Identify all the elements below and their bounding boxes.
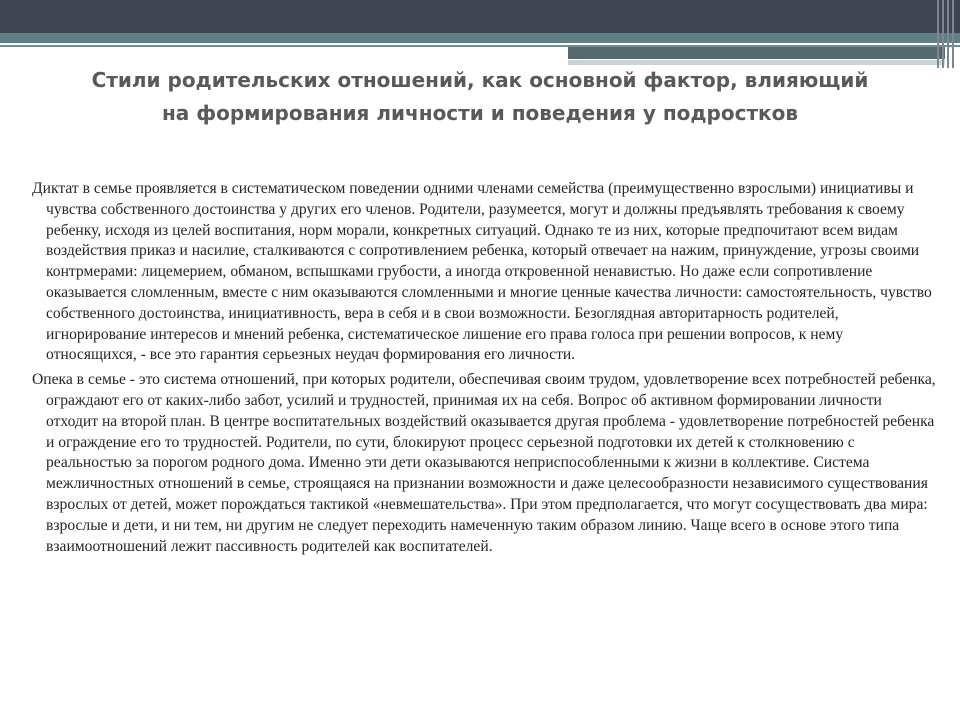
corner-stripe — [937, 0, 939, 68]
header-band-teal — [0, 33, 960, 43]
corner-stripe — [952, 0, 954, 68]
header-accent-bar — [568, 47, 945, 59]
header-band-dark — [0, 0, 960, 33]
paragraph-diktat: Диктат в семье проявляется в систематическом поведении одними членами семейства (преимущественно взрослыми) инициативы и чувства собственного достоинства у других его членов. Родители, разумеется, могут и должны предъявлять требования к своему ребенку, исходя из целей воспитания, норм морали, конкретных ситуаций. Однако те из них, которые предпочитают всем видам воздействия приказ и насилие, сталкиваются с сопротивлением ребенка, который отвечает на нажим, принуждение, угрозы своими контрмерами: лицемерием, обманом, вспышками грубости, а иногда откровенной ненавистью. Но даже если сопротивление оказывается сломленным, вместе с ним оказываются сломленными и многие ценные качества личности: самостоятельность, чувство собственного достоинства, инициативность, вера в себя и в свои возможности. Безоглядная авторитарность родителей, игнорирование интересов и мнений ребенка, систематическое лишение его права голоса при решении вопросов, к нему относящихся, - все это гарантия серьезных неудач формирования его личности. — [32, 180, 932, 364]
corner-stripe — [947, 0, 949, 68]
slide-body — [32, 179, 937, 561]
corner-stripe — [942, 0, 944, 68]
paragraph-opeka: Опека в семье - это система отношений, при которых родители, обеспечивая своим трудом, удовлетворение всех потребностей ребенка, ограждают его от каких-либо забот, усилий и трудностей, принимая их на себя. Вопрос об активном формировании личности отходит на второй план. В центре воспитательных воздействий оказывается другая проблема - удовлетворение потребностей ребенка и ограждение его то трудностей. Родители, по сути, блокируют процесс серьезной подготовки их детей к столкновению с реальностью за порогом родного дома. Именно эти дети оказываются неприспособленными к жизни в коллективе. Система межличностных отношений в семье, строящаяся на признании возможности и даже целесообразности независимого существования взрослых от детей, может порождаться тактикой «невмешательства». При этом предполагается, что могут сосуществовать два мира: взрослые и дети, и ни тем, ни другим не следует переходить намеченную таким образом линию. Чаще всего в основе этого типа взаимоотношений лежит пассивность родителей как воспитателей. — [32, 371, 936, 555]
corner-stripes-decoration — [937, 0, 957, 68]
slide-title: Стили родительских отношений, как основной фактор, влияющий на формирования личности и поведения у подростков — [91, 68, 869, 125]
